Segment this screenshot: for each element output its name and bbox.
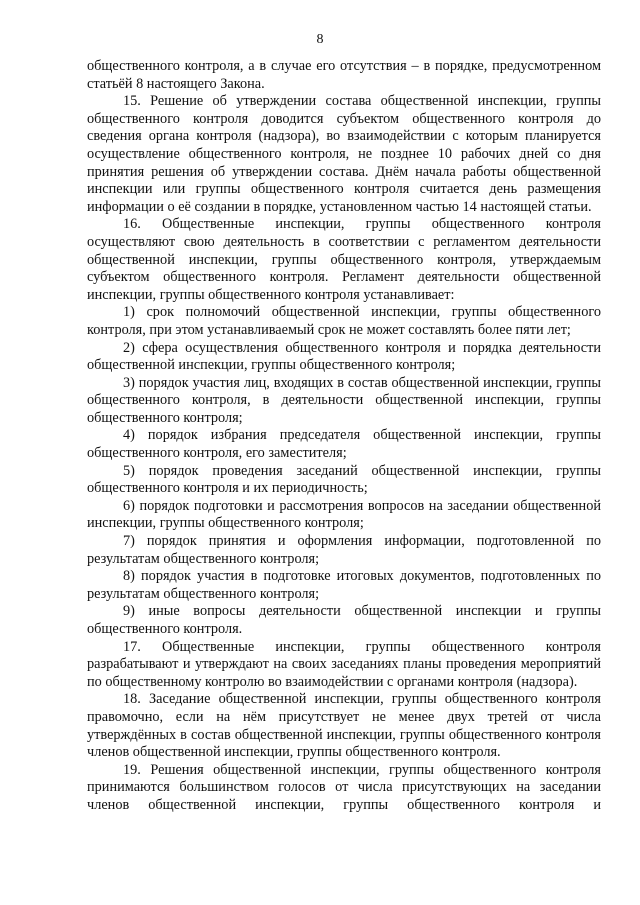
list-item-9: 9) иные вопросы деятельности общественной инспекции и группы общественного контроля. <box>87 603 601 637</box>
paragraph-15: 15. Решение об утверждении состава общественной инспекции, группы общественного контроля доводится субъектом общественного контроля до сведения органа контроля (надзора), во взаимодействии с которым планируется осуществление общественного контроля, не позднее 10 рабочих дней со дня принятия решения об утверждении состава. Днём начала работы общественной инспекции или группы общественного контроля считается день размещения информации о её создании в порядке, установленном частью 14 настоящей статьи. <box>87 93 601 215</box>
paragraph-19: 19. Решения общественной инспекции, группы общественного контроля принимаются большинством голосов от числа присутствующих на заседании членов общественной инспекции, группы общественного контроля и <box>87 761 601 813</box>
paragraph-16: 16. Общественные инспекции, группы общественного контроля осуществляют свою деятельность в соответствии с регламентом деятельности общественной инспекции, группы общественного контроля, утверждаемым субъектом общественного контроля. Регламент деятельности общественной инспекции, группы общественного контроля устанавливает: <box>87 216 601 303</box>
paragraph-continuation: общественного контроля, а в случае его отсутствия – в порядке, предусмотренном статьёй 8 настоящего Закона. <box>87 58 601 92</box>
list-item-5: 5) порядок проведения заседаний общественной инспекции, группы общественного контроля и их периодичность; <box>87 462 601 497</box>
list-item-8: 8) порядок участия в подготовке итоговых документов, подготовленных по результатам общественного контроля; <box>87 568 601 602</box>
list-item-1: 1) срок полномочий общественной инспекции, группы общественного контроля, при этом устанавливаемый срок не может составлять более пяти лет; <box>87 304 601 338</box>
list-item-3: 3) порядок участия лиц, входящих в состав общественной инспекции, группы общественного контроля, в деятельности общественной инспекции, группы общественного контроля; <box>87 374 601 426</box>
page-number: 8 <box>316 32 324 47</box>
list-item-7: 7) порядок принятия и оформления информации, подготовленной по результатам общественного контроля; <box>87 533 601 567</box>
list-item-6: 6) порядок подготовки и рассмотрения вопросов на заседании общественной инспекции, группы общественного контроля; <box>87 497 601 532</box>
document-body <box>87 58 601 815</box>
list-item-2: 2) сфера осуществления общественного контроля и порядка деятельности общественной инспекции, группы общественного контроля; <box>87 339 601 374</box>
paragraph-18: 18. Заседание общественной инспекции, группы общественного контроля правомочно, если на нём присутствует не менее двух третей от числа утверждённых в состав общественной инспекции, группы общественного контроля членов общественной инспекции, группы общественного контроля. <box>87 691 601 761</box>
paragraph-17: 17. Общественные инспекции, группы общественного контроля разрабатывают и утверждают на своих заседаниях планы проведения мероприятий по общественному контролю во взаимодействии с органами контроля (надзора). <box>87 638 601 690</box>
list-item-4: 4) порядок избрания председателя общественной инспекции, группы общественного контроля, его заместителя; <box>87 427 601 462</box>
